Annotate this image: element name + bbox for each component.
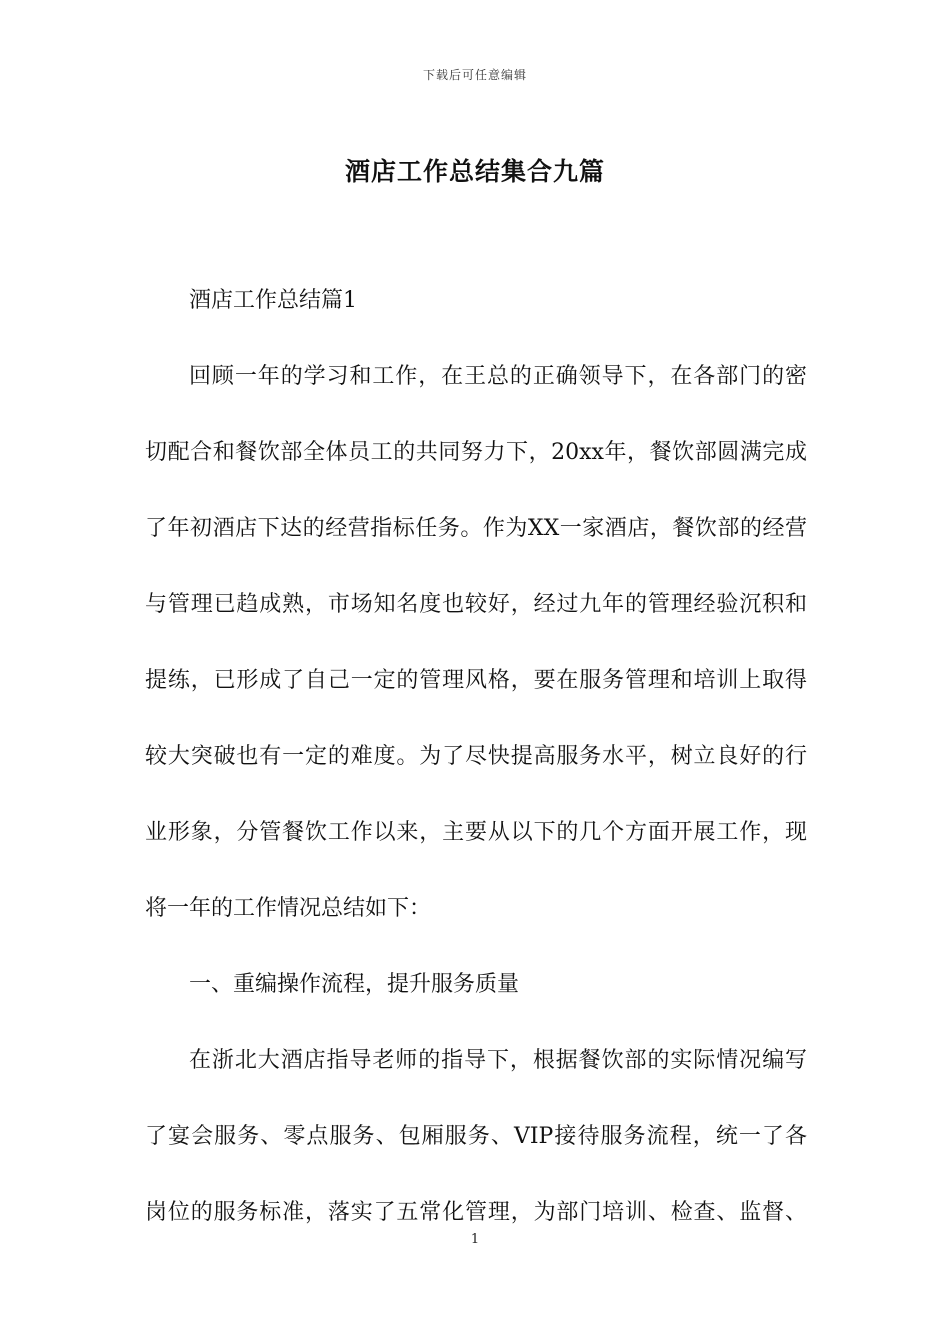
paragraph-line: 回顾一年的学习和工作，在王总的正确领导下，在各部门的密 [189, 364, 807, 389]
paragraph-line: 在浙北大酒店指导老师的指导下，根据餐饮部的实际情况编写 [189, 1048, 807, 1073]
paragraph-line: 了宴会服务、零点服务、包厢服务、VIP接待服务流程，统一了各 [145, 1124, 807, 1149]
document-title: 酒店工作总结集合九篇 [344, 157, 605, 186]
paragraph-line: 较大突破也有一定的难度。为了尽快提高服务水平，树立良好的行 [145, 744, 807, 769]
paragraph-line: 将一年的工作情况总结如下： [145, 896, 432, 921]
paragraph-line: 岗位的服务标准，落实了五常化管理，为部门培训、检查、监督、 [145, 1200, 807, 1225]
paragraph-line: 了年初酒店下达的经营指标任务。作为XX一家酒店，餐饮部的经营 [145, 516, 807, 541]
paragraph-line: 业形象，分管餐饮工作以来，主要从以下的几个方面开展工作，现 [145, 820, 807, 845]
paragraph-line: 与管理已趋成熟，市场知名度也较好，经过九年的管理经验沉积和 [145, 592, 807, 617]
paragraph-line: 切配合和餐饮部全体员工的共同努力下，20xx年，餐饮部圆满完成 [145, 440, 807, 465]
header-note: 下载后可任意编辑 [422, 68, 527, 82]
section-heading: 酒店工作总结篇1 [189, 288, 357, 313]
subsection-heading: 一、重编操作流程，提升服务质量 [189, 972, 520, 997]
paragraph-line: 提练，已形成了自己一定的管理风格，要在服务管理和培训上取得 [145, 668, 807, 693]
page-number: 1 [470, 1232, 480, 1247]
